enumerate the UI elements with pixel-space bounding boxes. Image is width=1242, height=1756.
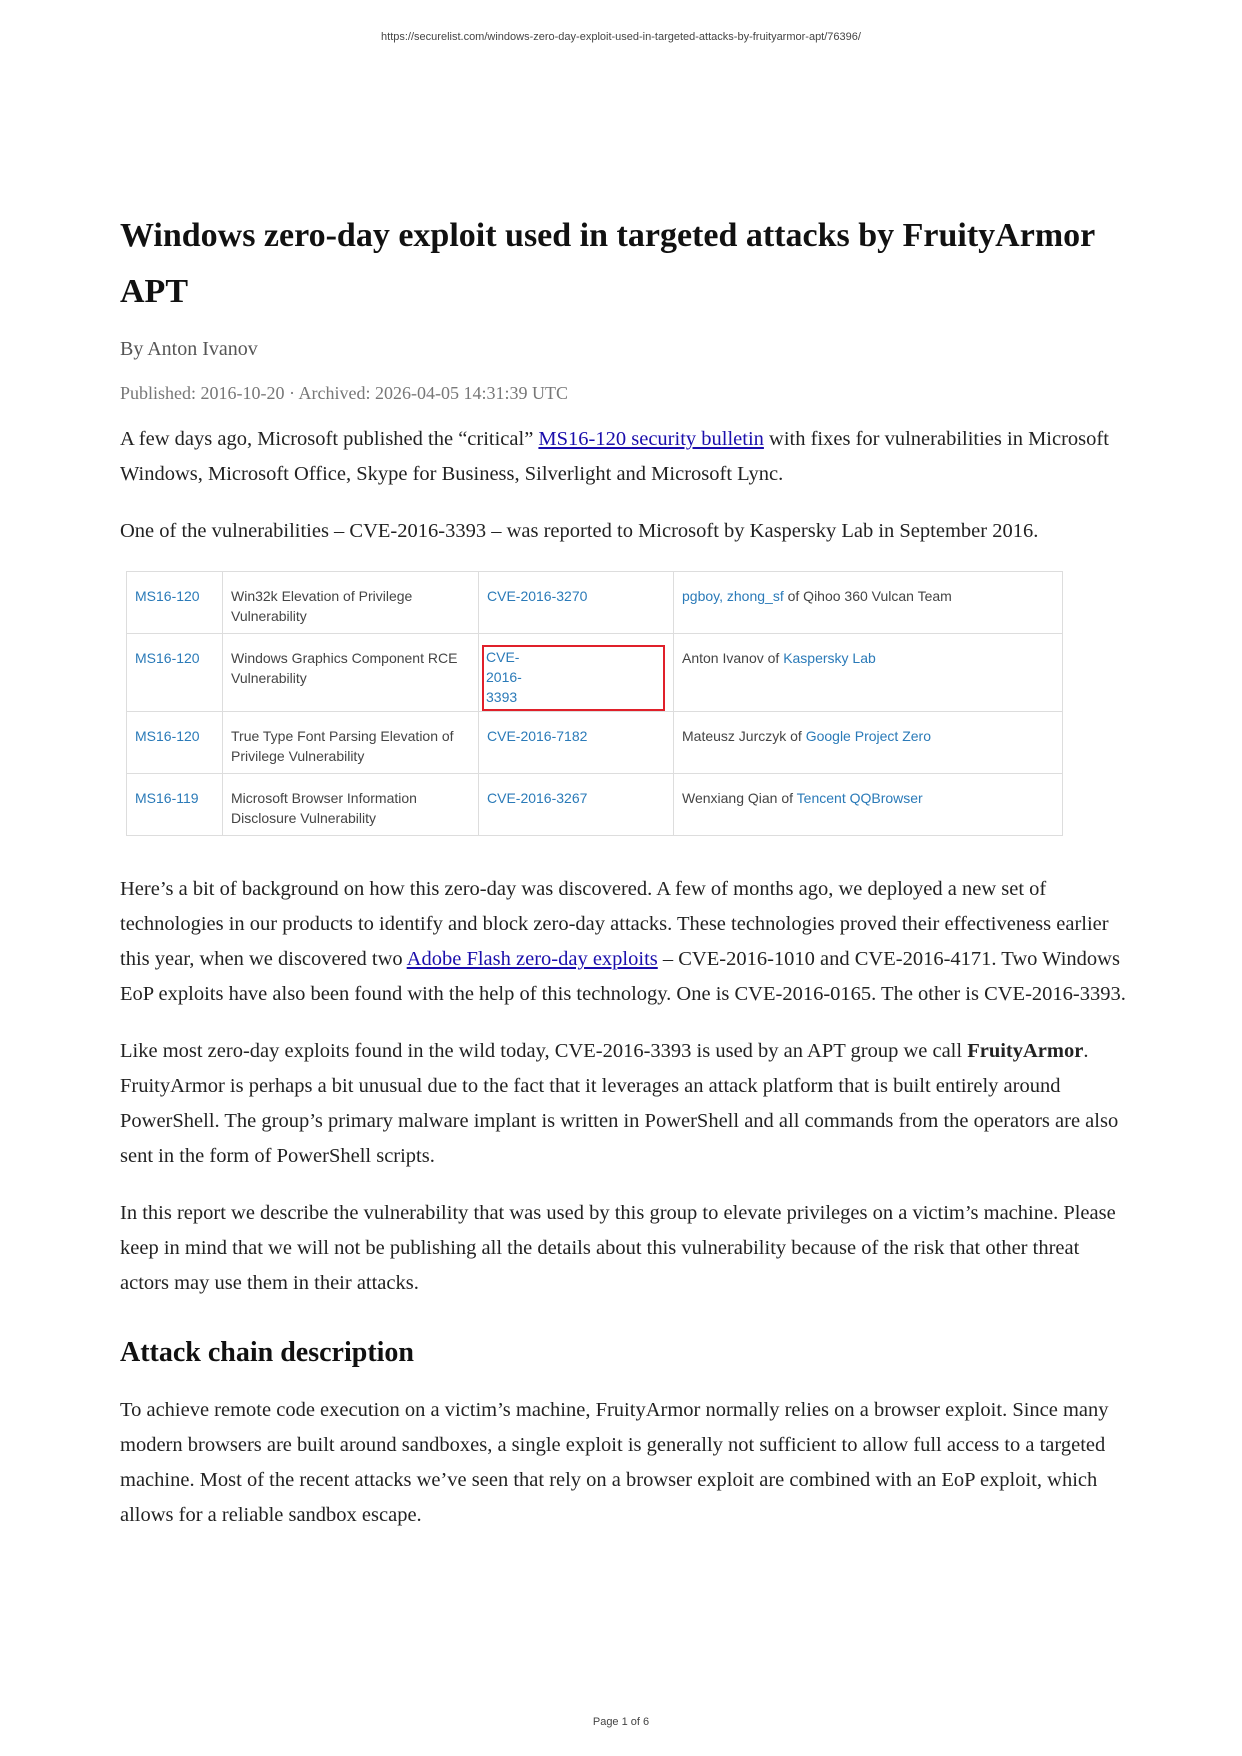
credit-link: pgboy, zhong_sf [682, 588, 784, 604]
credit-link: Tencent QQBrowser [796, 790, 923, 806]
cve-id: CVE-2016-3393 [482, 645, 665, 711]
paragraph-report: In this report we describe the vulnerability that was used by this group to elevate privileges on a victim’s machine. Please keep in mind that we will not be publishing all the details about this vulnerability because of the risk that other threat actors may use them in their attacks. [120, 1202, 1116, 1294]
text: – CVE-2016-1010 and CVE-2016-4171. Two Windows EoP exploits have also been found with the help of this technology. One is CVE-2016-0165. The other is CVE-2016-3393. [120, 948, 1126, 1005]
cve-id: CVE-2016-3270 [487, 588, 588, 604]
page-number: Page 1 of 6 [592, 1716, 650, 1728]
cve-id: CVE-2016-3267 [487, 790, 588, 806]
credit-cell [674, 572, 1063, 634]
table-row [127, 712, 1063, 774]
table-row [127, 572, 1063, 634]
cve-cell [479, 572, 674, 634]
bulletin-cell: MS16-120 [127, 572, 223, 634]
byline: By Anton Ivanov [120, 338, 258, 360]
flash-exploits-link[interactable]: Adobe Flash zero-day exploits [406, 948, 658, 970]
text: . FruityArmor is perhaps a bit unusual due to the fact that it leverages an attack platform that is built entirely around PowerShell. The group’s primary malware implant is written in PowerShell and all commands from the operators are also sent in the form of PowerShell scripts. [120, 1040, 1119, 1167]
title-cell: True Type Font Parsing Elevation of Privilege Vulnerability [223, 712, 479, 774]
article-title: Windows zero-day exploit used in targeted attacks by FruityArmor APT [120, 217, 1095, 310]
publish-meta: Published: 2016-10-20 · Archived: 2026-04-05 14:31:39 UTC [120, 383, 568, 403]
credit-link: Google Project Zero [805, 728, 931, 744]
cve-id: CVE-2016-7182 [487, 728, 588, 744]
paragraph-cve: One of the vulnerabilities – CVE-2016-3393 – was reported to Microsoft by Kaspersky Lab in September 2016. [120, 520, 1039, 542]
paragraph-intro [120, 422, 1130, 492]
cve-cell [479, 634, 674, 712]
table-row [127, 634, 1063, 712]
title-cell: Microsoft Browser Information Disclosure Vulnerability [223, 774, 479, 836]
cve-cell [479, 712, 674, 774]
credit-cell [674, 712, 1063, 774]
text: Here’s a bit of background on how this zero-day was discovered. A few of months ago, we deployed a new set of technologies in our products to identify and block zero-day attacks. These technologies proved their effectiveness earlier this year, when we discovered two [120, 878, 1109, 970]
text: Like most zero-day exploits found in the wild today, CVE-2016-3393 is used by an APT group we call [120, 1040, 968, 1062]
bulletin-cell: MS16-120 [127, 634, 223, 712]
credit-text: Mateusz Jurczyk of [682, 728, 806, 744]
credit-link: Kaspersky Lab [783, 650, 876, 666]
text: with fixes for vulnerabilities in Microsoft Windows, Microsoft Office, Skype for Business, Silverlight and Microsoft Lync. [120, 428, 1109, 485]
credit-text: Anton Ivanov of [682, 650, 784, 666]
source-url: https://securelist.com/windows-zero-day-exploit-used-in-targeted-attacks-by-fruityarmor-apt/76396/ [381, 31, 861, 43]
section-heading: Attack chain description [120, 1337, 414, 1368]
paragraph-attack-chain: To achieve remote code execution on a victim’s machine, FruityArmor normally relies on a browser exploit. Since many modern browsers are built around sandboxes, a single exploit is generally not sufficient to allow full access to a targeted machine. Most of the recent attacks we’ve seen that rely on a browser exploit are combined with an EoP exploit, which allows for a reliable sandbox escape. [120, 1399, 1109, 1526]
table-row [127, 774, 1063, 836]
paragraph-fruityarmor [120, 1034, 1130, 1174]
bulletin-cell: MS16-120 [127, 712, 223, 774]
text: A few days ago, Microsoft published the “critical” [120, 428, 539, 450]
group-name: FruityArmor [967, 1040, 1084, 1062]
title-cell: Windows Graphics Component RCE Vulnerability [223, 634, 479, 712]
title-cell: Win32k Elevation of Privilege Vulnerability [223, 572, 479, 634]
credit-cell [674, 634, 1063, 712]
bulletin-cell: MS16-119 [127, 774, 223, 836]
credit-text: of Qihoo 360 Vulcan Team [783, 588, 952, 604]
cve-cell [479, 774, 674, 836]
ms16-120-link[interactable]: MS16-120 security bulletin [538, 428, 764, 450]
credit-text: Wenxiang Qian of [682, 790, 797, 806]
paragraph-background [120, 872, 1130, 1012]
article [120, 208, 1130, 1555]
vulnerability-table-image [126, 571, 1063, 836]
credit-cell [674, 774, 1063, 836]
